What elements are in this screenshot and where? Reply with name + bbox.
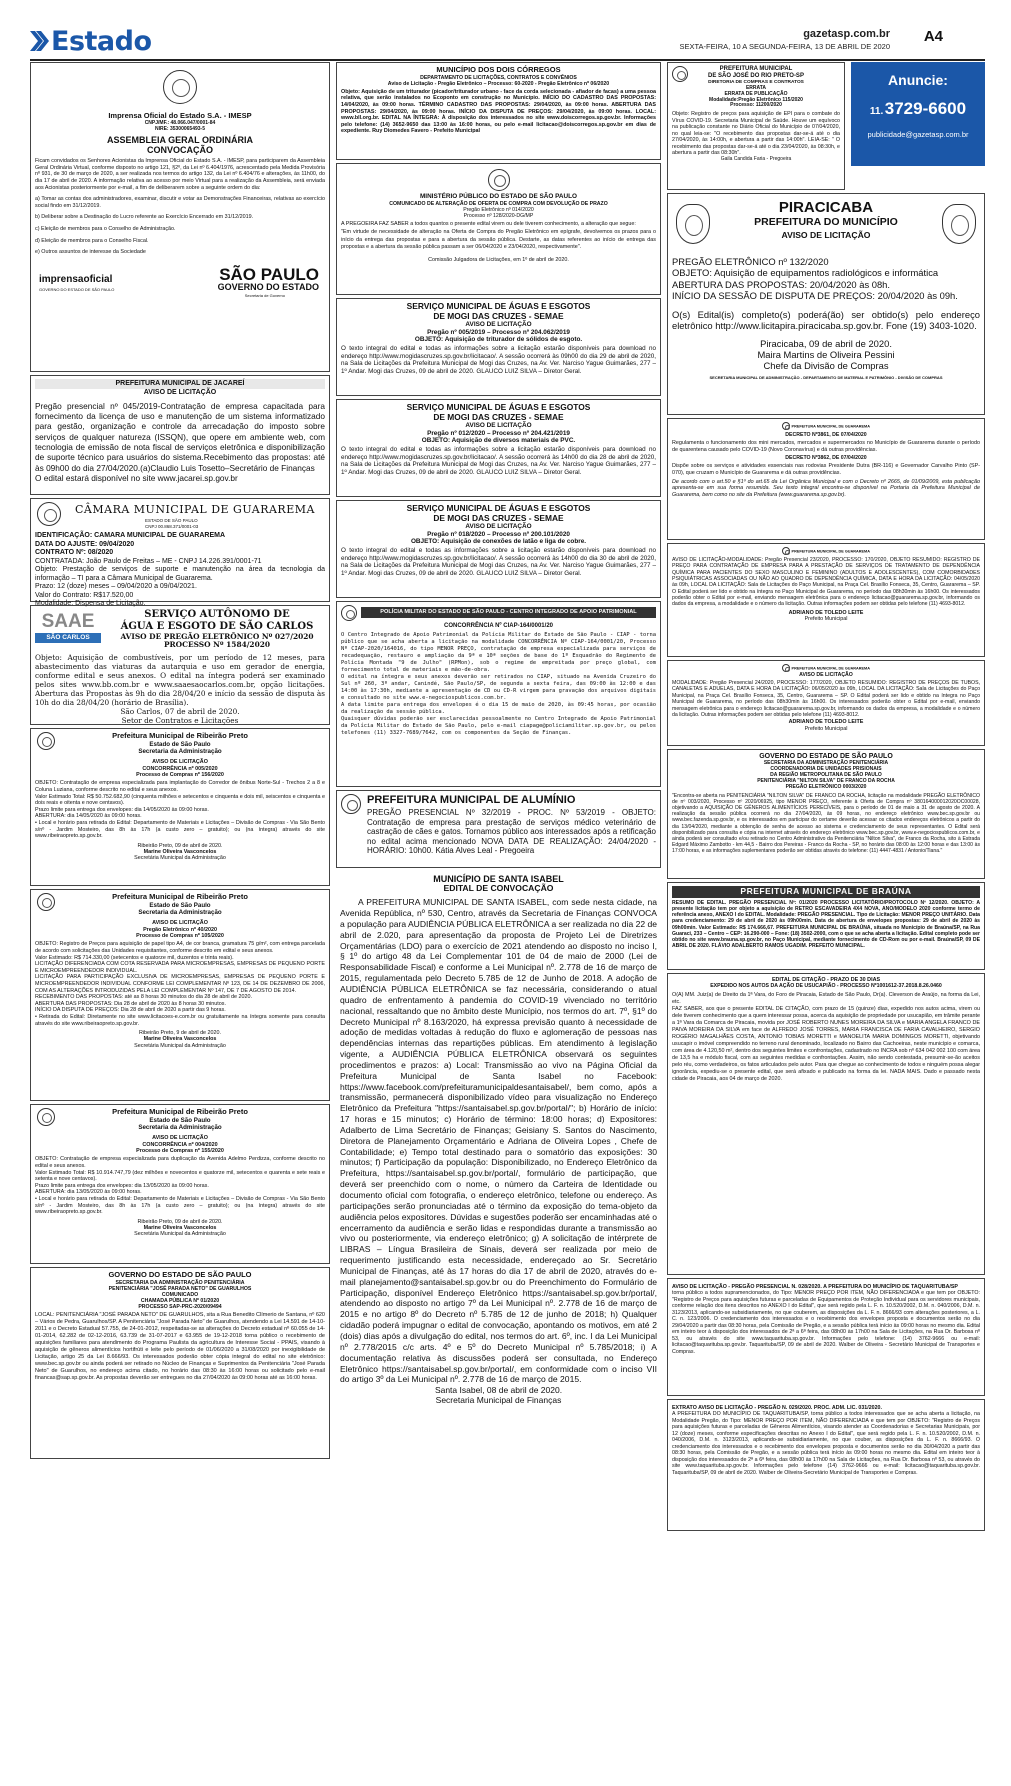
piracicaba-crest-icon [942, 204, 976, 244]
decree-title: DECRETO Nº3861, DE 07/04/2020 [785, 432, 867, 438]
notice-brand: PREFEITURA MUNICIPAL DE GUARAREMA [791, 424, 870, 429]
tender-line: PREGÃO ELETRÔNICO nº 132/2020 [672, 256, 829, 267]
tender-line: OBJETO: Aquisição de equipamentos radiológicos e informática [672, 267, 939, 279]
notice-title-2: ÁGUA E ESGOTO DE SÃO CARLOS [120, 620, 314, 632]
notice-body: O texto integral do edital e todas as informações sobre a licitação estarão disponíveis para download no endereço http://www.mogidascruzes.sp.gov.br/licitacao/. A sessão ocorrerá às 14h00 do dia 28 de abril de 2020, na Sala de Licitações da Prefeitura Municipal de Mogi das Cruzes, na Av. Ver. Narciso Yague Guimarães, 277 – 1º Andar. Mogi das Cruzes, 09 de abril de 2020. GLAUCO LUIZ SILVA – Diretor Geral. [341, 445, 656, 476]
notice-sign: Piracicaba, 09 de abril de 2020. [760, 337, 892, 349]
ribeirao-preto-notice-3 [30, 1104, 330, 1264]
advertise-box[interactable] [851, 62, 985, 166]
notice-body: Objeto: Aquisição de um triturador (picador/triturador urbano - face da corda selecionada - afiador de facas) a uma pessoa relativa, que serão instalados no Ecoponto em construção no Município. INÍCIO DO CADASTRO DAS PROPOSTAS: 14/04/2020, às 09:00 horas. TÉRMINO CADASTRO DAS PROPOSTAS: 29/04/2020, às 09:00 horas. ABERTURA DAS PROPOSTAS: 29/04/2020, às 09:00 horas. INÍCIO DA DISPUTA DE PREÇOS: 29/04/2020, às 09:00 horas. LOCAL: www.bll.org.br. EDITAL NA ÍNTEGRA: À disposição dos interessados no site www.doiscorregos.sp.gov.br. Informações pelo telefone: (14) 3652-9650 das 13:00 às 16:00 horas, ou pelo e-mail licitacao@doiscorregos.sp.gov.br em dias de expediente. Ruy Diomedes Favero - Prefeito Municipal [341, 88, 656, 135]
contract-line: Objeto: Prestação de serviços de suporte e manutenção na área da tecnologia da informação – TI para a Câmara Municipal de Guararema. [35, 566, 325, 582]
notice-signer-role: Prefeito Municipal [804, 616, 848, 623]
notice-process: Pregão nº 005/2019 – Processo nº 204.062/2019 [427, 328, 570, 336]
decree-text: Regulamenta o funcionamento dos mini mercados, mercados e supermercados no Município de Guararema durante o período de quarentena causado pelo COVID-19 (Novo Coronavírus) e dá outras providências. [672, 440, 980, 453]
advertise-label: Anuncie: [888, 72, 948, 88]
notice-body: PREGÃO PRESENCIAL Nº 32/2019 - PROC. Nº 53/2019 - OBJETO: Contratação de empresa para prestação de serviços médico veterinário de castração de cães e gatos. Tornamos público aos interessados após a retificação no edital acima mencionado NOVA DATA DE REALIZAÇÃO: 24/04/2020 - HORÁRIO: 10h00. Kátia Alves Leal - Pregoeira [367, 808, 656, 856]
contract-line: CONTRATADA: João Paulo de Freitas – ME - CNPJ 14.226.391/0001-71 [35, 557, 262, 565]
notice-title-2: DE MOGI DAS CRUZES - SEMAE [433, 411, 564, 422]
double-chevron-icon [30, 31, 48, 51]
notice-footer: SECRETARIA MUNICIPAL DE ADMINISTRAÇÃO - DEPARTAMENTO DE MATERIAL E PATRIMÔNIO - DIVISÃO DE COMPRAS [709, 374, 943, 380]
notice-signer-role: Secretária Municipal da Administração [134, 1231, 226, 1238]
section-brand [30, 26, 152, 58]
guararema-camara-notice [30, 498, 330, 608]
sjrp-seal-icon [672, 66, 688, 82]
tender-line: ABERTURA DAS PROPOSTAS: 20/04/2020 às 08h. [672, 278, 890, 290]
notice-subtitle: AVISO DE LICITAÇÃO [799, 672, 853, 678]
tender-line: O(s) Edital(is) completo(s) poderá(ão) ser obtido(s) pelo endereço eletrônico http://www.licitapira.piracicaba.sp.gov.br. Fone (19) 3403-1020. [672, 309, 980, 332]
guararema-seal-icon [782, 664, 790, 672]
agenda-item: b) Deliberar sobre a Destinação do Lucro referente ao Exercício Encerrado em 31/12/2019. [35, 214, 254, 221]
notice-signer-role: Prefeito Municipal [804, 725, 848, 732]
notice-signer: Marine Oliveira Vasconcelos [143, 1036, 217, 1043]
notice-subtitle: EXPEDIDO NOS AUTOS DA AÇÃO DE USUCAPIÃO - PROCESSO Nº1001612-37.2018.8.26.0460 [710, 983, 942, 990]
notice-subtitle: COMUNICADO DE ALTERAÇÃO DE OFERTA DE COMPRA COM DEVOLUÇÃO DE PRAZO [389, 200, 608, 207]
notice-title: PREFEITURA MUNICIPAL DE ALUMÍNIO [367, 794, 576, 806]
notice-errata: ERRATA [745, 84, 767, 91]
notice-modality: Pregão Eletrônico nº 40/2020 [143, 926, 217, 933]
ribeirao-seal-icon [37, 732, 55, 750]
notice-department: DIRETORIA DE COMPRAS E CONTRATOS [708, 80, 804, 86]
notice-body: AVISO DE LICITAÇÃO-MODALIDADE: Pregão Presencial 23/2020, PROCESSO: 170/2020, OBJETO RESUMIDO: REGISTRO DE PREÇO PARA CONTRATAÇÃO DE EMPRESA PARA A PRESTAÇÃO DE SERVIÇOS DE TRATAMENTO DE DEPENDÊNCIA QUÍMICA PARA PACIENTES DO SEXO MASCULINO E FEMININO (ADULTOS E ADOLESCENTES), COM COMORBIDADES PSIQUIÁTRICAS ASSOCIADAS OU NÃO AO QUADRO DE DEPENDÊNCIA QUÍMICA, DATA E HORA DA LICITAÇÃO: 04/05/2020 às 09h, LOCAL DA LICITAÇÃO: Sala de Licitações do Paço Municipal, na Praça Cel. Brasílio Fonseca, 35, Centro, Guararema – SP. O Edital poderá ser lido e obtido na íntegra no Paço Municipal de Guararema, no período das 08h30min às 16h00. Os interessados poderão obter o Edital por e-mail, enviando mensagem eletrônica para o endereço licitacao@guararema.sp.gov.br, informando os dados da empresa, a modalidade e o número da licitação. Outras informações podem ser obtidas pelo telefone (11) 4693-8012. [672, 557, 980, 608]
notice-object: OBJETO: Aquisição de conexões de latão e liga de cobre. [410, 538, 587, 546]
notice-brand: PREFEITURA MUNICIPAL DE GUARAREMA [791, 549, 870, 554]
notice-body: Ficam convidados os Senhores Acionistas da Imprensa Oficial do Estado S.A. - IMESP, para participarem da Assembleia Geral Ordinária Virtual, conforme disposto no artigo 121, §2º, da Lei nº 6.404/1976, acrescentado pela Medida Provisória nº 931, de 30 de março de 2020, a ser realizada nos termos do artigo 132, da Lei nº 6.404/76 e alterações, às 11h00, do dia 17 de abril de 2020. A informação relativa ao acesso por meio Virtual para a realização da Assembleia, será enviada aos Acionistas posteriormente por e-mail, a fim de deliberarem sobre a seguinte ordem do dia: [35, 158, 325, 191]
notice-signer-role: Secretária Municipal da Administração [134, 1042, 226, 1049]
notice-body: A PREFEITURA DO MUNICÍPIO DE TAQUARITUBA/SP, torna público a todos interessados que se acha aberta a licitação, na Modalidade Pregão, do Tipo: MENOR PREÇO POR ITEM, NÃO DIFERENCIADA e que tem por OBJETO: "Registro de Preços para aquisições futuras e parceladas de Gêneros Alimentícios, visando atender as Coordenadorias e Secretarias Municipais, por 12 (doze) meses, conforme especificações descritas no Anexo I do Edital", que será regido pela L. F. n. 10.520/2002, D.M. n. 040/2006, D.M. n. 3123/2013, aplicando-se subsidiariamente, no que couber, as disposições da L. F. n. 8666/93. O credenciamento dos interessados e o recebimento dos envelopes proposta e documentos serão no dia 30/04/2020 a partir das 08:30 horas, pela Comissão de Pregão, e a sessão pública terá início às 09:00 horas no mesmo dia. Edital em inteiro teor à disposição dos interessados de 2ª a 6ª feira, das 08h00 às 17h00 na Sala de Licitações, na Rua Dr. Barbosa nº 53, ou através do site www.taquarituba.sp.gov.br. Informações pelo telefone (14) 3762-9666 ou e-mail: licitacao@taquarituba.sp.gov.br. Taquarituba/SP, 09 de abril de 2020. Walber de Oliveira-Secretário Municipal de Transportes e Compras. [672, 1411, 980, 1476]
ribeirao-seal-icon [37, 893, 55, 911]
advertise-phone: 3729-6600 [884, 98, 967, 118]
guararema-seal-icon [782, 422, 790, 430]
notice-title: SERVIÇO AUTÔNOMO DE [144, 609, 290, 620]
notice-title: AVISO DE LICITAÇÃO - PREGÃO PRESENCIAL N. 028/2020. A PREFEITURA DO MUNICÍPIO DE TAQUARITUBA/SP [672, 1284, 958, 1290]
notice-body: A PREGOEIRA FAZ SABER a todos quantos o presente edital virem ou dele tiverem conhecimento, a alteração que segue: "Em virtude de necessidade de alteração na Oferta de Compra do Pregão Eletrônico em epígrafe, devolvemos os prazos para o início da entrega das propostas e para a abertura da sessão pública. Destarte, as datas referentes ao início de entrega das propostas e a abertura da sessão pública passam a ser 06/04/2020 e 23/04/2020, respectivamente". [341, 220, 656, 251]
notice-secretariat: SECRETARIA DA ADMINISTRAÇÃO PENITENCIÁRIA [115, 1279, 245, 1286]
policia-militar-notice [336, 601, 661, 787]
notice-sign: Santa Isabel, 08 de abril de 2020. [434, 1385, 563, 1396]
agenda-item: e) Outros assuntos de interesse da Sociedade [35, 249, 146, 256]
gov-franco-da-rocha-notice [667, 749, 985, 879]
notice-process: Processo de Compras nº 156/2020 [136, 772, 224, 778]
edital-citacao-notice [667, 973, 985, 1275]
notice-secretariat: SECRETARIA DA ADMINISTRAÇÃO PENITENCIÁRIA [763, 760, 889, 767]
jacarei-notice [30, 375, 330, 495]
notice-secretariat: Secretaria da Administração [138, 747, 222, 755]
agenda-item: d) Eleição de membros para o Conselho Fiscal. [35, 237, 149, 244]
notice-body: O texto integral do edital e todas as informações sobre a licitação estarão disponíveis para download no endereço http://www.mogidascruzes.sp.gov.br/licitacao/. A sessão ocorrerá às 09h00 do dia 29 de abril de 2020, na Sala de Licitações da Prefeitura Municipal de Mogi das Cruzes, na Av. Ver. Narciso Yague Guimarães, 277 – 1º Andar. Mogi das Cruzes, 09 de abril de 2020. GLAUCO LUIZ SILVA – Diretor Geral. [341, 344, 656, 375]
notice-body: O(A) MM. Juiz(a) de Direito da 1ª Vara, do Foro de Piracaia, Estado de São Paulo, Dr(a). Cleverson de Araújo, na forma da Lei, etc. FAZ SABER, aos que o presente EDITAL DE CITAÇÃO, com prazo de 15 (quinze) dias, expedido nos autos acima, virem ou dele tiverem conhecimento que a quem interessar possa, acerca da aquisição de propriedade por usucapião, em trâmite perante a 1ª Vara da Comarca de Piracaia, movida por JOSÉ ROBERTO NUNES MOREIRA DA SILVA e MARIA ANGELA FRANCO DE PAIVA MOREIRA DA SILVA em face de ALFREDO JOSÉ TORRES, MARIA FRANCISCA DE FARIA CAVALHEIRO, SERGIO ROGÉRIO MAGALHÃES COSTA, ANTONIO TOBIAS MORETTI e MANOELITA MARIA DOMINGOS MORETTI, objetivando usucapir o imóvel compreendido no terreno rural denominado, localizado no Bairro das Cachoeiras, neste município e comarca, com área de 4.120,50 m², dentro dos seguintes limites e confrontações, cadastrado no INCRA sob nº 634 042 002 100 com área de 13,5 ha e módulo fiscal, com as seguintes medidas e confrontações. Assim, não sendo contestada, presumir-se-ão aceitos pelo réu, como verdadeiros, os fatos articulados pelo autor. Para que chegue ao conhecimento de todos e ninguém possa alegar ignorância, expediu-se o presente edital, que será afixado e publicado na forma da lei. NADA MAIS. Dado e passado nesta cidade de Piracaia, aos 04 de março de 2020. [672, 991, 980, 1082]
dois-corregos-notice [336, 62, 661, 160]
decree-note: De acordo com o art.50 e §1º do art.65 da Lei Orgânica Municipal e com o Decreto nº 2665, de 01/09/2009, esta publicação apresenta-se em sua forma resumida. Seu texto integral encontra-se disponível na Portaria da Prefeitura Municipal de Guararema, bem como no site da Prefeitura (www.guararema.sp.gov.br). [672, 478, 980, 498]
notice-title: GOVERNO DO ESTADO DE SÃO PAULO [759, 753, 893, 760]
decree-title: DECRETO Nº3862, DE 07/04/2020 [785, 455, 867, 462]
brauna-notice [667, 882, 985, 970]
notice-department: DEPARTAMENTO DE LICITAÇÕES, CONTRATOS E CONVÊNIOS [420, 74, 577, 81]
santa-isabel-notice [336, 871, 661, 1551]
notice-subtitle: AVISO DE LICITAÇÃO [465, 321, 532, 329]
contract-line: CONTRATO Nº: 08/2020 [35, 549, 114, 557]
notice-title-2: DE MOGI DAS CRUZES - SEMAE [433, 512, 564, 523]
guararema-seal-icon [782, 547, 790, 555]
notice-org: Imprensa Oficial do Estado S.A. - IMESP [108, 111, 252, 120]
notice-modality: Pregão Eletrônico nº 014/2020 [463, 206, 534, 213]
agenda-item: a) Tomar as contas dos administradores, examinar, discutir e votar as Demonstrações Financeiras, relativas ao exercício social findo em 31/12/2019. [35, 196, 325, 209]
page-number: A4 [923, 28, 943, 45]
notice-body: O Centro Integrado de Apoio Patrimonial da Polícia Militar do Estado de São Paulo - CIAP - torna público que se acha aberta a licitação na modalidade CONCORRÊNCIA Nº CIAP-164/0001/20, Processo Nº CIAP-2020/164016, do tipo MENOR PREÇO, contratação de empresa especializada para serviços de recadequação, restauro e ampliação da 9ª e 10ª seções de base do 1º Esquadrão do Regimento de Polícia Montada "9 de Julho" (RPMon), sob o regime de empreitada por preço global, com fornecimento total de materiais e mão-de-obra. O edital na íntegra e seus anexos deverão ser retirados no CIAP, situado na Avenida Cruzeiro do Sul nº 260, 3º andar, Canindé, São Paulo/SP, de segunda a sexta feira, das 09:00 às 12:00 e das 14:00 às 17:30h, mediante a apresentação de CD ou CD-R virgem para gravação dos arquivos digitais e consultado no site www.e-negociospublicos.com.br. A data limite para entrega dos envelopes é o dia 15 de maio de 2020, às 09:45 horas, por ocasião da realização da sessão pública. Quaisquer dúvidas poderão ser esclarecidas pessoalmente no Centro Integrado de Apoio Patrimonial da Polícia Militar do Estado de São Paulo, pelo e-mail ciapage@policiamilitar.sp.gov.br, ou pelos telefones (11) 3327-7689/7642, com os componentes da Seção de Finanças. [341, 632, 656, 737]
notice-title-2: DE MOGI DAS CRUZES - SEMAE [433, 310, 564, 321]
notice-body: OBJETO: Registro de Preços para aquisição de papel tipo A4, de cor branca, gramatura 75 g/m², com entrega parcelada de acordo com solicitações das Unidades requisitantes, conforme descrito em edital e seus anexos. Valor Estimado: R$ 714.330,00 (setecentos e quatorze mil, duzentos e trinta reais). LICITAÇÃO DIFERENCIADA COM COTA RESERVADA PARA MICROEMPRESAS, EMPRESAS DE PEQUENO PORTE E MICROEMPREENDEDOR INDIVIDUAL. LICITAÇÃO PARA PARTICIPAÇÃO EXCLUSIVA DE MICROEMPRESAS, EMPRESAS DE PEQUENO PORTE E MICROEMPREENDEDOR INDIVIDUAL CONFORME LEI COMPLEMENTAR Nº 123, DE 14 DE DEZEMBRO DE 2006, COM AS ALTERAÇÕES INTRODUZIDAS PELA LEI COMPLEMENTAR Nº 147, DE 7 DE AGOSTO DE 2014. RECEBIMENTO DAS PROPOSTAS: até as 8 horas 30 minutos do dia 28 de abril de 2020. ABERTURA DAS PROPOSTAS: Dia 28 de abril de 2020 às 8 horas 30 minutos. INÍCIO DA DISPUTA DE PREÇOS: Dia 28 de abril de 2020 a partir das 9 horas. • Retirada do Edital: Diretamente no site www.licitacoes-e.com.br ou gratuitamente na íntegra somente para consulta através do site www.ribeiraopreto.sp.gov.br. [35, 941, 325, 1027]
sp-logo-sub: GOVERNO DO ESTADO [217, 281, 319, 292]
notice-title-2: CONVOCAÇÃO [146, 145, 213, 156]
notice-subtitle: AVISO DE LICITAÇÃO [152, 759, 208, 766]
notice-signer: Marine Oliveira Vasconcelos [143, 849, 217, 856]
notice-subtitle: ERRATA DE PUBLICAÇÃO [724, 90, 788, 97]
notice-bar: POLÍCIA MILITAR DO ESTADO DE SÃO PAULO - CENTRO INTEGRADO DE APOIO PATRIMONIAL [361, 607, 656, 618]
notice-body: OBJETO: Contratação de empresa especializada para duplicação da Avenida Adelmo Perdizza, conforme descrito no edital e seus anexos. Valor Estimado Total: R$ 10.914.747,79 (dez milhões e novecentos e quatorze mil, setecentos e quarenta e sete reais e setenta e nove centavos). Prazo limite para entrega dos envelopes: dia 13/05/2020 às 09:00 horas. ABERTURA: dia 13/05/2020 às 09:00 horas. • Local e horário para retirada do Edital: Departamento de Materiais e Licitações – Divisão de Compras - Via São Bento s/nº - Jardim Mosteiro, das 8h às 17h (a custo zero – gratuito); ou (na íntegra) através do site www.ribeiraopreto.sp.gov.br. [35, 1156, 325, 1216]
tender-line: INÍCIO DA SESSÃO DE DISPUTA DE PREÇOS: 20/04/2020 às 09h. [672, 289, 958, 301]
notice-signer: Maira Martins de Oliveira Pessini [757, 348, 895, 360]
notice-signer-role: Secretária Municipal da Administração [134, 855, 226, 862]
notice-sign: Ribeirão Preto, 09 de abril de 2020. [137, 842, 223, 849]
notice-body: RESUMO DE EDITAL. PREGÃO PRESENCIAL Nº: 01/2020 PROCESSO LICITATÓRIO/PROTOCOLO Nº 12/2020. OBJETO: A presente licitação tem por objeto a aquisição de RETRO ESCAVADEIRA 4X4 NOVA, ANO/MODELO 2020 conforme termo de referência anexo, ANEXO I do EDITAL. Modalidade: PREGÃO PRESENCIAL. Tipo de Licitação: MENOR PREÇO UNITÁRIO. Data para credenciamento: 29 de abril de 2020 às 09h00min. Data de abertura de envelopes propostas: 29 de abril de 2020 às 09h00min. Valor Estimado: R$ 174.666,67. PREFEITURA MUNICIPAL DE BRAÚNA, situada no Município de Braúna/SP, na Rua Guaraci, 233 – Centro – CEP: 16.290-000 – Fone: (18) 3502-2000, com o que se acha aberta a licitação. Edital completo pode ser obtido no site www.brauna.sp.gov.br, no Paço Municipal, mediante fornecimento de CD-Rom ou por e-mail. Braúna/SP, 09 DE ABRIL DE 2020. FLÁVIO ADALBERTO RAMOS UGADIM. PREFEITO MUNICIPAL. [672, 899, 980, 950]
guararema-decrees-notice [667, 418, 985, 540]
notice-signer: Marine Oliveira Vasconcelos [143, 1225, 217, 1232]
notice-title: Prefeitura Municipal de Ribeirão Preto [112, 731, 248, 740]
guararema-tender-notice-1 [667, 543, 985, 657]
notice-process: Processo: 11200/2020 [730, 102, 782, 109]
notice-title: MUNICÍPIO DE SANTA ISABEL [433, 874, 564, 884]
column-1 [30, 62, 330, 1462]
sp-logo-secretariat: Secretaria de Governo [244, 292, 285, 298]
notice-sign-2: Secretaria Municipal de Finanças [435, 1395, 562, 1406]
semae-notice-3 [336, 500, 661, 598]
imesp-notice [30, 62, 330, 372]
taquarituba-notice-1 [667, 1278, 985, 1396]
notice-subtitle: AVISO DE LICITAÇÃO [143, 389, 217, 397]
column-2 [336, 62, 661, 1554]
semae-notice-2 [336, 399, 661, 497]
notice-title: SERVIÇO MUNICIPAL DE ÁGUAS E ESGOTOS [406, 503, 591, 513]
section-name: Estado [51, 26, 152, 57]
notice-modality: CHAMADA PÚBLICA Nº 01/2020 [140, 1298, 220, 1304]
notice-ids: CNPJ/MF.: 48.066.047/0001-84 NIRE: 35300065493-5 [144, 119, 216, 132]
notice-process: Pregão nº 018/2020 – Processo nº 200.101/2020 [427, 530, 570, 538]
agenda-item: c) Eleição de membros para o Conselho de Administração. [35, 225, 176, 232]
notice-subtitle: EDITAL DE CONVOCAÇÃO [443, 883, 554, 894]
notice-title: PIRACICABA [778, 199, 874, 216]
mp-seal-icon [488, 169, 510, 191]
notice-sign: São Carlos, 07 de abril de 2020. [120, 707, 240, 717]
notice-sign: Gaila Candida Faria - Pregoeira [720, 155, 792, 162]
notice-title: EXTRATO AVISO DE LICITAÇÃO - PREGÃO N. 029/2020. PROC. ADM. LIC. 031/2020. [672, 1405, 882, 1411]
semae-notice-1 [336, 298, 661, 396]
sp-logo: SÃO PAULO [219, 264, 319, 284]
notice-title: MUNICÍPIO DOS DOIS CÓRREGOS [436, 65, 561, 74]
notice-modality: CONCORRÊNCIA nº 005/2020 [142, 765, 218, 772]
pm-seal-icon [341, 605, 357, 621]
notice-body: OBJETO: Contratação de empresa especializada para implantação do Corredor de ônibus Norte-Sul - Trechos 2 a 8 e Coluna Luziana, conforme descrito no edital e seus anexos. Valor Estimado Total: R$ 50.752.682,90 (cinquenta milhões e setecentos e cinquenta e dois mil, seiscentos e cinquenta e dois reais e oitenta e nove centavos). Prazo limite para entrega dos envelopes: dia 14/05/2020 às 09:00 horas. ABERTURA: dia 14/05/2020 às 09:00 horas. • Local e horário para retirada do Edital: Departamento de Materiais e Licitações – Divisão de Compras - Via São Bento s/nº - Jardim Mosteiro, das 8h às 17h (a custo zero – gratuito); ou (na íntegra) através do site www.ribeiraopreto.sp.gov.br. [35, 780, 325, 840]
notice-process: Processo de Compras nº 155/2020 [136, 1148, 224, 1154]
notice-sign: Ribeirão Preto, 9 de abril de 2020. [138, 1030, 222, 1037]
notice-process: Processo nº 128/2020-DG/MP [463, 212, 534, 219]
state-seal-icon [163, 70, 197, 104]
notice-process: PROCESSO SAP-PRC-2020/09494 [138, 1304, 222, 1311]
notice-process: Processo de Compras nº 105/2020 [136, 933, 224, 939]
notice-title: ASSEMBLEIA GERAL ORDINÁRIA [106, 135, 253, 146]
notice-modality: Modalidade:Pregão Eletrônico 115/2020 [709, 96, 803, 103]
guararema-tender-notice-2 [667, 660, 985, 746]
piracicaba-crest-icon [676, 204, 710, 244]
imprensa-logo-sub: GOVERNO DO ESTADO DE SÃO PAULO [39, 286, 115, 292]
page-header [30, 22, 985, 60]
decree-text: Dispõe sobre os serviços e atividades essenciais nas rodovias Presidente Dutra (BR-116) e Governador Carvalho Pinto (SP-070), que cruzam o Município de Guararema e dá outras providências. [672, 463, 980, 477]
advertise-ddd: 11. [869, 105, 884, 117]
notice-region: DA REGIÃO METROPOLITANA DE SÃO PAULO [770, 771, 882, 778]
notice-subtitle: PREFEITURA DO MUNICÍPIO [754, 215, 898, 228]
notice-secretariat: Secretaria da Administração [138, 1123, 222, 1131]
notice-coord: COORDENADORIA DE UNIDADES PRISIONAIS [770, 765, 882, 772]
notice-edital: O edital estará disponível no site www.jacarei.sp.gov.br [35, 473, 238, 484]
notice-subtitle: AVISO DE LICITAÇÃO [152, 1135, 208, 1142]
notice-body: MODALIDADE: Pregão Presencial 24/2020, PROCESSO: 177/2020, OBJETO RESUMIDO: REGISTRO DE PREÇOS DE TUBOS, CANALETAS E ADUELAS, DATA E HORA DA LICITAÇÃO: 06/05/2020 às 09h, LOCAL DA LICITAÇÃO: Sala de Licitações do Paço Municipal, na Praça Cel. Brasílio Fonseca, 35, Centro, Guararema – SP. O Edital poderá ser lido e obtido na íntegra no Paço Municipal de Guararema, no período das 08h30min às 16h00. Os interessados poderão obter o Edital por e-mail, enviando mensagem eletrônica para o endereço licitacao@guararema.sp.gov.br, informando os dados da empresa, a modalidade e o número da licitação. Outras informações podem ser obtidas pelo telefone (11) 4693-8012. [672, 680, 980, 718]
saae-notice [30, 605, 330, 725]
notice-type: AVISO DE LICITAÇÃO [781, 230, 871, 241]
contract-line: Modalidade: Dispensa de Licitação. [35, 600, 146, 608]
notice-sign: Comissão Julgadora de Licitações, em 1º de abril de 2020. [428, 257, 569, 264]
notice-title: EDITAL DE CITAÇÃO - PRAZO DE 30 DIAS [771, 977, 881, 983]
notice-title: GOVERNO DO ESTADO DE SÃO PAULO [108, 1270, 252, 1279]
notice-secretariat: Secretaria da Administração [138, 908, 222, 916]
sao-jose-rio-preto-notice [667, 62, 845, 190]
aluminio-seal-icon [341, 794, 361, 814]
notice-object: OBJETO: Aquisição de triturador de sólidos de esgoto. [414, 336, 583, 344]
contract-line: Valor do Contrato: R$17.520,00 [35, 591, 134, 599]
header-rule [30, 59, 985, 61]
notice-subtitle: AVISO DE LICITAÇÃO [465, 523, 532, 531]
notice-subtitle: Aviso de Licitação - Pregão Eletrônico – Processo: 60-2020 - Pregão Eletrônico nº 06/2020 [387, 80, 610, 87]
notice-sign-2: Setor de Contratos e Licitações [121, 715, 239, 725]
notice-unit: PENITENCIÁRIA "NILTON SILVA" DE FRANCO DA ROCHA [757, 777, 895, 784]
notice-sign: Ribeirão Preto, 09 de abril de 2020. [137, 1218, 223, 1225]
notice-object: OBJETO: Aquisição de diversos materiais de PVC. [421, 437, 576, 445]
notice-subtitle: COMUNICADO [161, 1291, 199, 1298]
contract-line: IDENTIFICAÇÃO: CAMARA MUNICIPAL DE GUARAREMA [35, 532, 226, 539]
site-url: gazetasp.com.br [803, 28, 890, 40]
notice-body: O texto integral do edital e todas as informações sobre a licitação estarão disponíveis para download no endereço http://www.mogidascruzes.sp.gov.br/licitacao/. A sessão ocorrerá às 14h00 do dia 30 de abril de 2020, na Sala de Licitações da Prefeitura Municipal de Mogi das Cruzes, na Av. Ver. Narciso Yague Guimarães, 277 – 1º Andar. Mogi das Cruzes, 09 de abril de 2020. GLAUCO LUIZ SILVA – Diretor Geral. [341, 546, 656, 577]
notice-title: Prefeitura Municipal de Ribeirão Preto [112, 1107, 248, 1116]
ribeirao-preto-notice-2 [30, 889, 330, 1101]
notice-process: Pregão nº 012/2020 – Processo nº 204.421/2019 [427, 429, 570, 437]
notice-subtitle: CONCORRÊNCIA Nº CIAP-164/0001/20 [443, 623, 553, 629]
notice-body: A PREFEITURA MUNICIPAL DE SANTA ISABEL, com sede nesta cidade, na Avenida República, nº 530, Centro, através da Secretaria de Finanças CONVOCA a população para AUDIÊNCIA PÚBLICA ELETRÔNICA a ser realizada no dia 22 de abril de 2.020, para apresentação da proposta de Projeto Lei de Diretrizes Orçamentárias (LDO) para o exercício de 2021 atendendo ao disposto no inciso I, § 1º do artigo 48 da Lei Complementar 101 de 04 de maio de 2000 (Lei de Responsabilidade Fiscal) e conforme a Lei Municipal nº. 2.778 de 16 de março de 2015, regulamentada pelo Decreto 5.785 de 12 de Junho de 2018. A adoção de AUDIÊNCIA PÚBLICA ELETRÔNICA se faz necessária, considerando o atual quadro de enfrentamento à pandemia do COVID-19 vivenciado no território nacional, ressaltando que no âmbito deste Município, nos termos do art. 7º, §1º do Decreto Municipal nº 8.163/2020, há expressa previsão quanto à necessidade de adoção de medidas voltadas à redução do fluxo e aglomeração de pessoas nas dependências internas das repartições públicas. Em atendimento à legislação vigente, a AUDIÊNCIA PÚBLICA ELETRÔNICA observará os seguintes procedimentos e prazos: a) Local: Transmissão ao vivo na Página Oficial da Prefeitura Municipal de Santa Isabel no Facebook: https://www.facebook.com/prefeituramunicipaldesantaisabel/, bem como, após a transmissão, permanecerá disponibilizado vídeo para visualização no Endereço Eletrônico da Prefeitura "https://santaisabel.sp.gov.br/portal/"; b) Horário de início: 17 horas e 15 minutos; c) Horário de término: 18:00 horas; d) Expositores: Adalberto de Lima Secretário de Finanças; Geisiany S. Santos do Nascimento, Diretora de Planejamento Orçamentário e Adriana de Oliveira Lopes , Chefe de Contabilidade; e) Tempo total destinado para o somatório das exposições: 30 minutos; f) Participação da população: Disponibilizado, no Endereço Eletrônico da Prefeitura, https://santaisabel.sp.gov.br/portal/, formulário de participação, que deverá ser preenchido com o nome, o número da Carteira de Identidade ou documento oficial com fotografia, o endereço eletrônico, telefone ou endereço. As participações serão pronunciadas até o término da exposição do tema-objeto da audiência pelos expositores. Dúvidas e sugestões poderão ser encaminhadas até o encerramento da audiência e serão lidas e respondidas durante a transmissão ao vivo ou posteriormente, via endereço eletrônico; g) A solicitação de intérprete de LIBRAS – Língua Brasileira de Sinais, deverá ser realizada por meio de requerimento justificando esta necessidade, endereçado ao Sr. Secretário Municipal de Finanças, até às 17 horas do dia 17 de abril de 2020, através do e-mail planejamento@santaisabel.sp.gov.br ou do Preenchimento do Formulário de Participação, disponível Endereço Eletrônico https://santaisabel.sp.gov.br/portal/, atendendo ao disposto no artigo 7º da Lei Municipal nº. 2.778 de 16 de março de 2015 e no artigo 8º do Decreto nº 5.785 de 12 de junho de 2018; h) Qualquer cidadão poderá impugnar o edital de convocação, apontando os motivos, em até 2 (dois) dias após a divulgação do edital, nos termos do art. 6º, inc. I da Lei Municipal nº 2.778/2015 c/c arts. 4º e 5º do Decreto Municipal nº 5.785/2018; i) A documentação relativa às discussões poderá ser consultada, no Endereço Eletrônico https://santaisabel.sp.gov.br/portal/, em conformidade com o inciso VII do artigo 3º da Lei Municipal nº. 2.778 de 16 de março de 2015. [340, 897, 657, 1385]
notice-body: LOCAL: PENITENCIÁRIA "JOSÉ PARADA NETO" DE GUARULHOS, sita a Rua Benedito Clímerio de Santana, nº 620 – Vários de Pedra, Guarulhos/SP. A Penitenciária "José Parada Neto" de Guarulhos, atendendo a Lei 14.591 de 14-10-2011 e o Decreto Estadual 57.755, de 24-01-2012, respeitadas-se as alterações do Decreto estadual nº 60.055 de 14-01-2014, 62.282 de 02-12-2016, 63.739 de 31-07-2017 e 63.955 de 19-12-2018 torna público o recebimento de aquisições familiares para atendimento do Programa Paulista da agricultura de Interesse Social - PPAIS, visando à aquisição de gêneros alimentícios hortifrúti e leite pelo período de 01/06/2020 a 31/08/2020 por inexigibilidade de Licitação, artigo 25 da Lei 8.666/93. Os interessados poderão obter cópia integral do edital no site eletrônico: www.bec.sp.gov.br ou ainda poderá ser retirado no Núcleo de Finanças e Suprimentos da Penitenciária "José Parada Neto" de Guarulhos, no endereço acima citado, no horário das 08:30 às 16:00 horas ou solicitado pelo e-mail financas@sap.sp.gov.br. As propostas deverão ser entregues no dia 27/04/2020 às 09:00 horas até as 16:00 horas. [35, 1312, 325, 1381]
notice-title: PREFEITURA MUNICIPAL DE BRAÚNA [672, 886, 980, 898]
advertise-email[interactable]: publicidade@gazetasp.com.br [867, 129, 969, 139]
ribeirao-preto-notice-1 [30, 728, 330, 886]
notice-body: Objeto: Registro de preços para aquisição de EPI para o combate do Vírus COVID-19. Secretaria Municipal de Saúde. Houve um equívoco na publicação constante no Diário Oficial do Município de 07/04/2020, no qual leia-se: "O recebimento das propostas dar-se-á até o dia 27/04/2020, às 14:00h, e abertura a partir das 14:00h". LEIA-SE: " O recebimento das propostas dar-se-á até o dia 23/04/2020, às 08:30h, e abertura a partir das 08:30h". [672, 111, 840, 157]
notice-title: CÂMARA MUNICIPAL DE GUARAREMA [75, 503, 315, 516]
column-3 [667, 62, 985, 1534]
notice-process: PROCESSO Nº 1584/2020 [163, 640, 271, 650]
notice-body: "Encontra-se aberta na PENITENCIÁRIA "NILTON SILVA" DE FRANCO DA ROCHA, licitação na modalidade PREGÃO ELETRÔNICO de nº 003/2020, Processo nº 2020/06925, tipo MENOR PREÇO, referente à Oferta de Compra nº 380164000012020OC00028, objetivando a AQUISIÇÃO DE GÊNEROS ALIMENTÍCIOS PERECÍVEIS, para o período de 01 de maio a 31 de agosto de 2020. A realização da sessão pública ocorrerá no dia 27/04/2020, às 09 horas, no endereço eletrônico www.bec.sp.gov.br ou www.bec.fazenda.sp.gov.br, e os interessados em participar do certame deverão acessar os citados endereços eletrônicos a partir do dia 13/04/2020, mediante a obtenção de senha de acesso ao sistema e credenciamento de seus representantes. O Edital será disponibilizado para consulta e cópia na internet através do endereço eletrônico www.bec.sp.gov.br, www.e-negociospublicos.com.br, e ainda poderá ser consultado e/ou retirado no Centro Administrativo da Penitenciária "Nilton Silva", de Franco da Rocha, sito à Estrada Edgard Máximo Zambotto - km 44,5 - Bairro dos Pereiras - Franco da Rocha - SP, no horário das 08:00 às 12:00 horas e das 13:00 às 17:00 horas, e as informações suplementares poderão ser obtidas através do telefone: (11) 4447-4831 / Antonio/Tiana." [672, 792, 980, 855]
notice-title: PREFEITURA MUNICIPAL DE JACAREÍ [35, 379, 325, 389]
ribeirao-seal-icon [37, 1108, 55, 1126]
ministerio-publico-notice [336, 163, 661, 295]
edition-date: SEXTA-FEIRA, 10 A SEGUNDA-FEIRA, 13 DE ABRIL DE 2020 [679, 42, 890, 51]
saae-logo-text: SAAE [41, 611, 95, 632]
notice-state: Estado de São Paulo [149, 1116, 211, 1124]
notice-title: PREFEITURA MUNICIPAL [719, 66, 793, 72]
notice-state: Estado de São Paulo [149, 740, 211, 748]
contract-line: Prazo: 12 (doze) meses – 09/04/2020 a 09/04/2021. [35, 583, 197, 591]
notice-title: SERVIÇO MUNICIPAL DE ÁGUAS E ESGOTOS [406, 301, 591, 311]
piracicaba-notice [667, 193, 985, 415]
notice-body: Pregão presencial nº 045/2019-Contratação de empresa capacitada para fornecimento da licença de uso e manutenção de um sistema informatizado para gestão, organização e controle da arrecadação do imposto sobre serviços de qualquer natureza (ISSQN), que opere em ambiente web, com tecnologia de emissão de nota fiscal de serviços eletrônica e disponibilização de suporte técnico para usuários do sistema.Recebimento das propostas: até às 09h00 do dia 27/04/2020.(a)Claudio Luis Tosetto–Secretário de Finanças [35, 400, 325, 473]
imprensa-logo: imprensaoficial [39, 273, 113, 285]
notice-title: Prefeitura Municipal de Ribeirão Preto [112, 892, 248, 901]
guararema-seal-icon [37, 502, 61, 526]
notice-modality: CONCORRÊNCIA nº 004/2020 [142, 1141, 218, 1148]
notice-title-2: DE SÃO JOSÉ DO RIO PRETO-SP [708, 73, 804, 80]
notice-state: Estado de São Paulo [149, 901, 211, 909]
notice-signer-role: Chefe da Divisão de Compras [763, 359, 889, 371]
saae-logo [35, 611, 101, 651]
notice-subtitle: AVISO DE PREGÃO ELETRÔNICO Nº 027/2020 [120, 631, 314, 641]
taquarituba-notice-2 [667, 1399, 985, 1531]
notice-signer: ADRIANO DE TOLEDO LEITE [788, 609, 864, 616]
notice-modality: PREGÃO ELETRÔNICO 0003/2020 [785, 783, 867, 790]
notice-ids: CNPJ 00.868.371/0001-03 [145, 524, 199, 529]
notice-state: ESTADO DE SÃO PAULO [145, 518, 198, 523]
notice-body: Objeto: Aquisição de combustíveis, por um período de 12 meses, para abastecimento das viaturas da autarquia e uso em gerador de energia, conforme edital e seus anexos. O edital na íntegra poderá ser examinado pelos sites www.bb.com.br e www.saaesaocarlos.com.br, opção licitações. Abertura das Propostas às 9h do dia 28/04/20 e início da sessão de disputa às 10h do dia 28/04/20 (horário de Brasília). [35, 653, 325, 708]
notice-subtitle: AVISO DE LICITAÇÃO [152, 920, 208, 927]
notice-brand: PREFEITURA MUNICIPAL DE GUARAREMA [791, 666, 870, 671]
notice-title: SERVIÇO MUNICIPAL DE ÁGUAS E ESGOTOS [406, 402, 591, 412]
notice-signer: ADRIANO DE TOLEDO LEITE [788, 719, 864, 726]
notice-unit: PENITENCIÁRIA "JOSÉ PARADA NETO" DE GUARULHOS [108, 1285, 252, 1292]
notice-title: MINISTÉRIO PÚBLICO DO ESTADO DE SÃO PAULO [419, 193, 578, 200]
aluminio-notice [336, 790, 661, 868]
gov-guarulhos-notice [30, 1267, 330, 1459]
contract-line: DATA DO AJUSTE: 09/04/2020 [35, 540, 135, 548]
notice-subtitle: AVISO DE LICITAÇÃO [465, 422, 532, 430]
notice-body: torna público a todos supramencionados, do Tipo: MENOR PREÇO POR ITEM, NÃO DIFERENCIADA e que tem por OBJETO: "Registro de Preços para aquisições futuras e parceladas de Equipamentos de Proteção Individual para os servidores municipais, conforme relação dos itens descritos no ANEXO I do Edital", que será regido pela L. F. n. 10.520/2002, D.M. n. 040/2006, D.M. n. 3123/2013, aplicando-se subsidiariamente, no que couberem, as disposições da L. F. n. 8666/93 com alterações posteriores, a L. C. n. 123/2006. O credenciamento dos interessados e o recebimento dos envelopes proposta e documentos serão no dia 29/04/2020 a partir das 08:30 horas, pela Comissão de Pregão, e a sessão pública terá início às 09:00 horas no mesmo dia. Edital em inteiro teor à disposição dos interessados de 2ª a 6ª feira, das 08h00 às 17h00 na Sala de Licitações, na Rua Dr. Barbosa nº 53, ou através do site www.taquarituba.sp.gov.br. Informações pelo telefone: (14) 3762-9666 ou e-mail: licitacao@taquarituba.sp.gov.br. Taquarituba/SP, 09 de abril de 2020. Walber de Oliveira - Secretário Municipal de Transportes e Compras. [672, 1290, 980, 1355]
saae-logo-sub: SÃO CARLOS [35, 633, 101, 643]
